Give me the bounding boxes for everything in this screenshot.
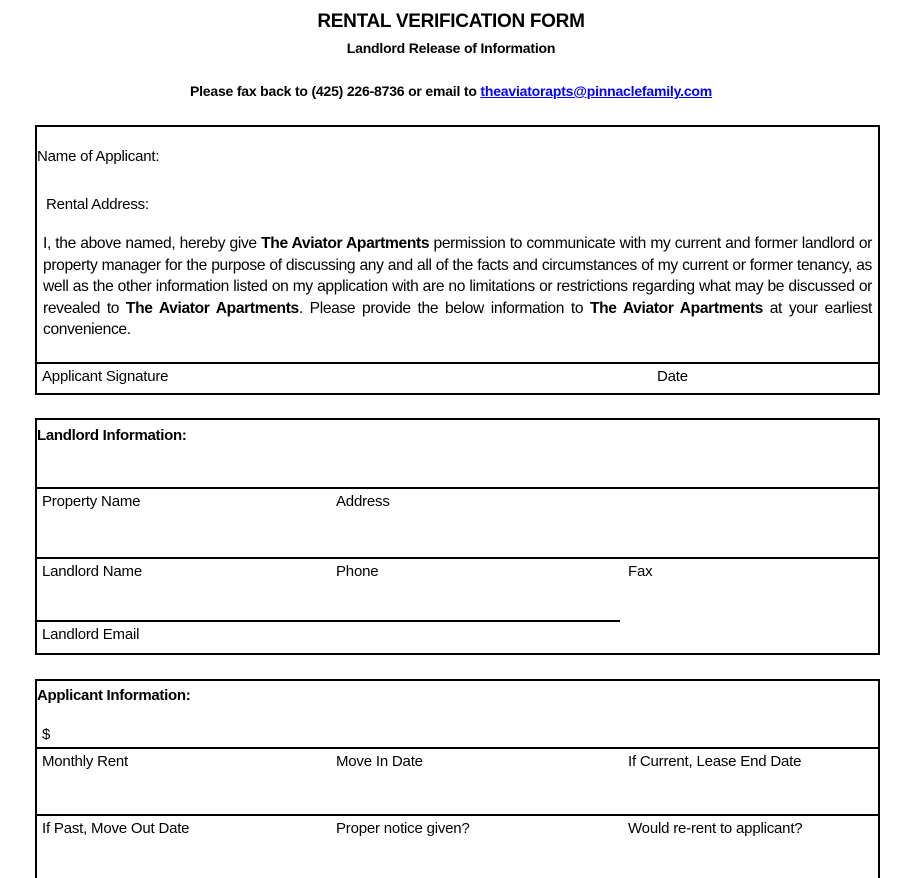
applicant-section-box — [35, 679, 880, 878]
release-paragraph: I, the above named, hereby give The Aviator Apartments permission to communicate with my current and former landlord or property manager for the purpose of discussing any and all of the facts and circumstances of my current or former tenancy, as well as the other information listed on my application with are no limitations or restrictions regarding what may be discussed or revealed to The Aviator Apartments. Please provide the below information to The Aviator Apartments at your earliest convenience. — [43, 235, 873, 338]
applicant-signature-label: Applicant Signature — [42, 368, 169, 385]
address-label: Address — [336, 493, 390, 510]
monthly-rent-label: Monthly Rent — [42, 753, 128, 770]
would-rerent-label: Would re-rent to applicant? — [628, 820, 803, 837]
name-of-applicant-label: Name of Applicant: — [37, 148, 160, 165]
property-name-label: Property Name — [42, 493, 141, 510]
landlord-name-label: Landlord Name — [42, 563, 142, 580]
applicant-row2-divider — [37, 814, 878, 816]
phone-label: Phone — [336, 563, 379, 580]
date-label: Date — [657, 368, 688, 385]
landlord-info-heading: Landlord Information: — [37, 427, 187, 444]
proper-notice-label: Proper notice given? — [336, 820, 470, 837]
release-section-box — [35, 125, 880, 395]
landlord-row1-divider — [37, 487, 878, 489]
move-out-date-label: If Past, Move Out Date — [42, 820, 190, 837]
fax-instruction-line — [0, 83, 902, 99]
form-subtitle: Landlord Release of Information — [346, 40, 556, 56]
landlord-email-divider — [37, 620, 620, 622]
landlord-row2-divider — [37, 557, 878, 559]
dollar-sign-label: $ — [42, 726, 51, 743]
applicant-row1-divider — [37, 747, 878, 749]
signature-row-divider — [37, 362, 878, 364]
form-title: RENTAL VERIFICATION FORM — [317, 11, 585, 32]
email-link[interactable]: theaviatorapts@pinnaclefamily.com — [480, 83, 713, 99]
fax-label: Fax — [628, 563, 653, 580]
applicant-info-heading: Applicant Information: — [37, 687, 191, 704]
move-in-date-label: Move In Date — [336, 753, 423, 770]
lease-end-date-label: If Current, Lease End Date — [628, 753, 802, 770]
landlord-email-label: Landlord Email — [42, 626, 140, 643]
landlord-section-box — [35, 418, 880, 655]
rental-address-label: Rental Address: — [46, 196, 149, 213]
fax-instruction-text: Please fax back to (425) 226-8736 or email to — [189, 83, 481, 99]
